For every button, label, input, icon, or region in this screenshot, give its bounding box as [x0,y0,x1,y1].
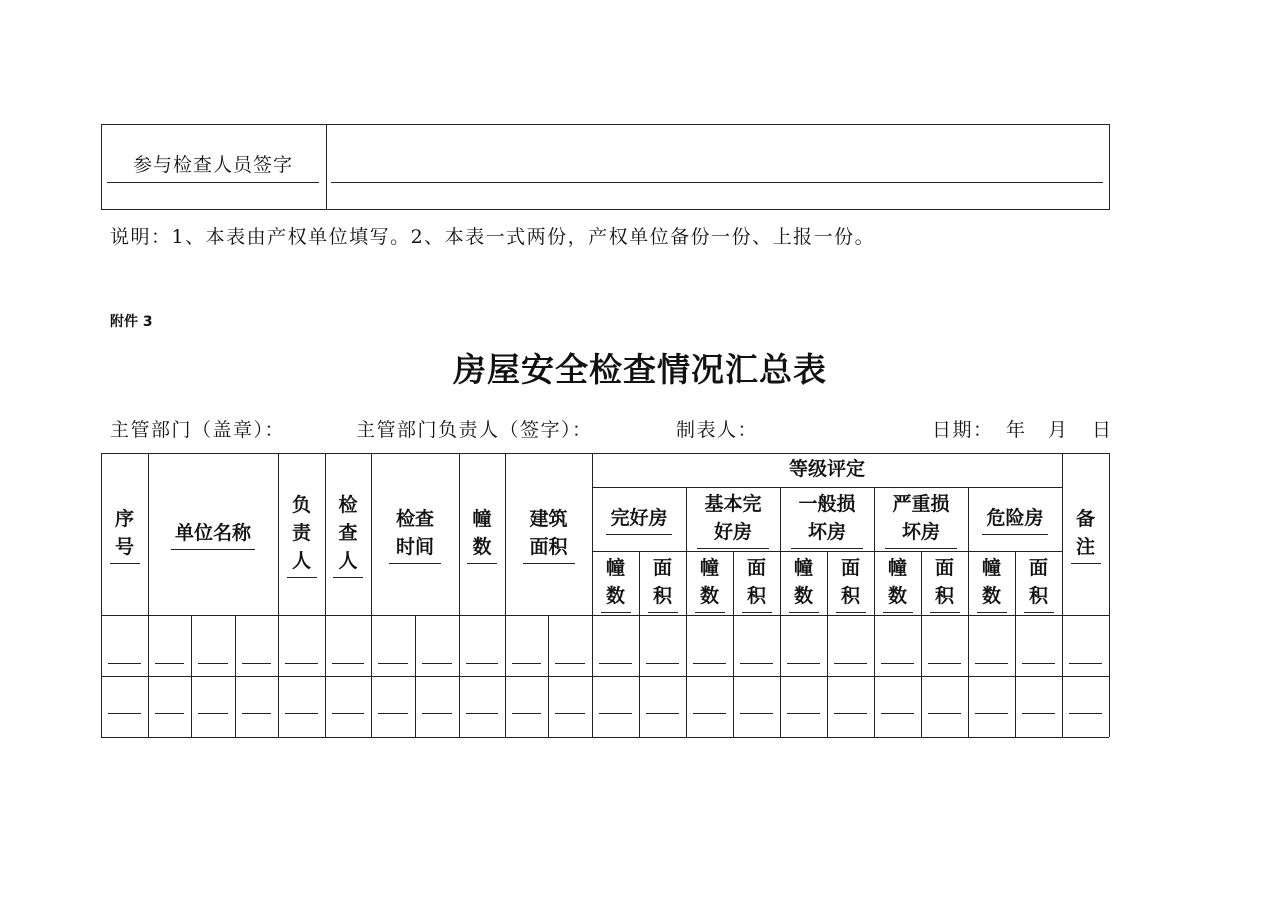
header-grade-text: 等级评定 [788,458,865,480]
table-cell-blank[interactable] [378,713,408,714]
body-column-line [415,615,416,737]
header-serious-damage [874,487,968,551]
table-cell-blank[interactable] [155,663,184,664]
header-sub-count [686,551,733,615]
table-cell-blank[interactable] [466,713,498,714]
header-sub-count [592,551,639,615]
header-grade [592,453,1062,487]
table-cell-blank[interactable] [599,663,632,664]
table-cell-blank[interactable] [740,713,773,714]
header-sub-area-text: 面积 [836,554,866,613]
table-cell-blank[interactable] [108,713,141,714]
header-basic-good-text: 基本完好房 [697,490,769,549]
meta-month: 月 [1048,419,1069,441]
table-cell-blank[interactable] [555,663,585,664]
table-cell-blank[interactable] [555,713,585,714]
table-cell-blank[interactable] [599,713,632,714]
header-responsible [278,453,325,615]
header-seq-text: 序号 [110,505,140,564]
header-time-text: 检查时间 [389,505,441,564]
header-basic-good [686,487,780,551]
table-cell-blank[interactable] [512,663,541,664]
header-sub-count [780,551,827,615]
table-cell-blank[interactable] [975,713,1008,714]
table-cell-blank[interactable] [646,663,679,664]
header-bottom-line [101,615,1109,616]
header-dangerous [968,487,1062,551]
table-cell-blank[interactable] [881,663,914,664]
header-sub-area-text: 面积 [930,554,960,613]
table-border-right [1109,453,1110,737]
header-unit-text: 单位名称 [171,519,255,550]
header-remarks-text: 备注 [1071,505,1101,564]
table-cell-blank[interactable] [285,713,318,714]
attachment-label: 附件 3 [110,314,153,330]
table-cell-blank[interactable] [108,663,141,664]
table-cell-blank[interactable] [1069,713,1102,714]
table-cell-blank[interactable] [693,713,726,714]
table-cell-blank[interactable] [975,663,1008,664]
header-sub-count [968,551,1015,615]
header-inspector [325,453,371,615]
header-sub-area [921,551,968,615]
body-column-line [191,615,192,737]
header-inspector-text: 检查人 [333,491,363,578]
meta-year: 年 [1006,419,1027,441]
header-dangerous-text: 危险房 [982,504,1047,535]
table-cell-blank[interactable] [1069,663,1102,664]
note-text: 说明：1、本表由产权单位填写。2、本表一式两份，产权单位备份一份、上报一份。 [110,226,876,248]
table-cell-blank[interactable] [834,663,867,664]
header-sub-count-text: 幢数 [977,554,1007,613]
table-cell-blank[interactable] [155,713,184,714]
meta-day: 日 [1092,419,1113,441]
body-column-line [548,615,549,737]
table-cell-blank[interactable] [378,663,408,664]
table-cell-blank[interactable] [198,663,228,664]
table-cell-blank[interactable] [881,713,914,714]
header-sub-area-text: 面积 [1024,554,1054,613]
header-sub-count [874,551,921,615]
table-cell-blank[interactable] [242,663,271,664]
header-sub-count-text: 幢数 [789,554,819,613]
table-cell-blank[interactable] [646,713,679,714]
table-cell-blank[interactable] [928,713,961,714]
header-sub-count-text: 幢数 [883,554,913,613]
header-buildings-text: 幢数 [467,505,497,564]
table-border-bottom [101,737,1109,738]
header-area-text: 建筑面积 [523,505,575,564]
table-cell-blank[interactable] [928,663,961,664]
row-divider-line [101,676,1109,677]
table-cell-blank[interactable] [693,663,726,664]
header-serious-damage-text: 严重损坏房 [885,490,957,549]
table-cell-blank[interactable] [198,713,228,714]
header-area [505,453,592,615]
table-cell-blank[interactable] [422,713,452,714]
header-time [371,453,459,615]
header-sub-area [733,551,780,615]
header-sub-area [827,551,874,615]
table-cell-blank[interactable] [1022,713,1055,714]
table-cell-blank[interactable] [834,713,867,714]
header-general-damage [780,487,874,551]
header-good-text: 完好房 [606,504,671,535]
header-sub-count-text: 幢数 [695,554,725,613]
header-unit [148,453,278,615]
meta-head: 主管部门负责人（签字）： [356,419,593,441]
header-sub-area-text: 面积 [648,554,678,613]
table-cell-blank[interactable] [512,713,541,714]
table-cell-blank[interactable] [787,713,820,714]
signature-label: 参与检查人员签字 [132,154,293,176]
table-cell-blank[interactable] [466,663,498,664]
table-cell-blank[interactable] [422,663,452,664]
table-cell-blank[interactable] [1022,663,1055,664]
page-title: 房屋安全检查情况汇总表 [453,350,827,389]
header-responsible-text: 负责人 [287,491,317,578]
table-cell-blank[interactable] [242,713,271,714]
table-cell-blank[interactable] [285,663,318,664]
meta-maker: 制表人： [676,419,759,441]
table-cell-blank[interactable] [332,663,364,664]
meta-date-label: 日期： [932,419,994,441]
header-buildings [459,453,505,615]
header-general-damage-text: 一般损坏房 [791,490,863,549]
table-cell-blank[interactable] [332,713,364,714]
header-sub-count-text: 幢数 [601,554,631,613]
header-sub-area-text: 面积 [742,554,772,613]
header-seq [101,453,148,615]
header-good [592,487,686,551]
table-cell-blank[interactable] [787,663,820,664]
header-sub-area [639,551,686,615]
header-remarks [1062,453,1109,615]
body-column-line [235,615,236,737]
meta-dept: 主管部门（盖章）： [110,419,286,441]
header-sub-area [1015,551,1062,615]
table-cell-blank[interactable] [740,663,773,664]
